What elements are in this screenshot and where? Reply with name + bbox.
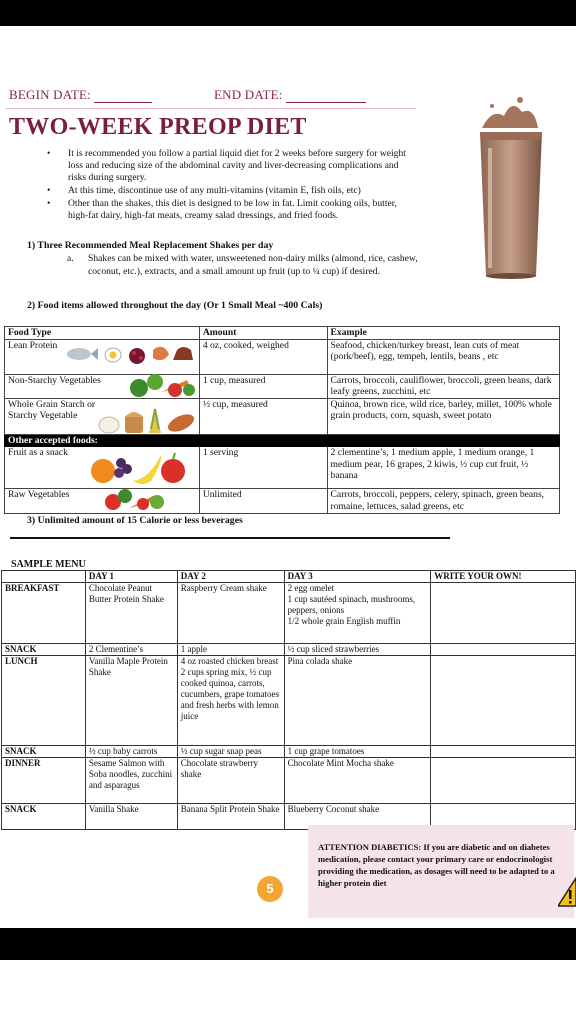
example-cell: Quinoa, brown rice, wild rice, barley, millet, 100% whole grain products, corn, squash, sweet potato: [327, 398, 559, 434]
menu-cell: 1 apple: [177, 644, 284, 656]
write-own-cell[interactable]: [431, 656, 576, 746]
food-type-cell: Fruit as a snack: [8, 447, 68, 458]
col-example: Example: [327, 327, 559, 340]
bullet-item: • It is recommended you follow a partial liquid diet for 2 weeks before surgery for weight loss and reducing size of the abdominal cavity and liver-decreasing complications and risks during surgery.: [47, 148, 417, 184]
amount-cell: 1 serving: [199, 447, 327, 489]
date-line: [9, 87, 283, 103]
menu-cell: ½ cup sugar snap peas: [177, 746, 284, 758]
table-row: [5, 374, 560, 398]
menu-cell: 2 Clementine’s: [85, 644, 177, 656]
end-date-blank[interactable]: [286, 91, 366, 103]
other-foods-header-row: [5, 434, 560, 447]
food-type-cell: Non-Starchy Vegetables: [8, 374, 101, 386]
intro-bullets: [47, 148, 417, 223]
end-date-label: END DATE:: [214, 87, 283, 102]
menu-cell: Chocolate Peanut Butter Protein Shake: [85, 583, 177, 644]
item-1a-label: a.: [67, 253, 74, 264]
table-row: [2, 758, 576, 804]
food-type-cell: Whole Grain Starch or Starchy Vegetable: [8, 398, 96, 421]
section-divider: [10, 537, 450, 539]
menu-cell: Vanilla Maple Protein Shake: [85, 656, 177, 746]
protein-foods-icon: [65, 344, 195, 366]
starch-foods-icon: [97, 407, 197, 435]
table-row: [5, 398, 560, 434]
meal-label: DINNER: [2, 758, 86, 804]
example-cell: Carrots, broccoli, peppers, celery, spinach, green beans, romaine, lettuces, salad greens, etc: [327, 489, 559, 514]
item-1a: [67, 253, 422, 278]
amount-cell: 1 cup, measured: [199, 374, 327, 398]
menu-cell: ½ cup sliced strawberries: [284, 644, 431, 656]
table-row: [5, 339, 560, 374]
meal-label: SNACK: [2, 644, 86, 656]
amount-cell: Unlimited: [199, 489, 327, 514]
menu-cell: Banana Split Protein Shake: [177, 804, 284, 830]
diabetic-notice: ATTENTION DIABETICS: If you are diabetic and on diabetes medication, please contact your primary care or endocrinologist providing the medication, as dosages will need to be adapted to a higher protein diet: [308, 825, 574, 918]
example-cell: Seafood, chicken/turkey breast, lean cuts of meat (pork/beef), egg, tempeh, lentils, beans , etc: [327, 339, 559, 374]
table-row: [2, 644, 576, 656]
bullet-item: • At this time, discontinue use of any multi-vitamins (vitamin E, fish oils, etc): [47, 185, 417, 197]
item-3-heading: 3) Unlimited amount of 15 Calorie or less beverages: [27, 515, 243, 526]
table-row: [2, 583, 576, 644]
write-own-cell[interactable]: [431, 583, 576, 644]
top-black-bar: [0, 0, 576, 26]
amount-cell: ½ cup, measured: [199, 398, 327, 434]
write-own-cell[interactable]: [431, 758, 576, 804]
food-table-header: [5, 327, 560, 340]
warning-triangle-icon: [558, 876, 576, 908]
day-2-header: DAY 2: [177, 571, 284, 583]
menu-cell: Raspberry Cream shake: [177, 583, 284, 644]
meal-label: LUNCH: [2, 656, 86, 746]
menu-cell: 1 cup grape tomatoes: [284, 746, 431, 758]
menu-cell: Blueberry Coconut shake: [284, 804, 431, 830]
raw-vegetables-icon: [103, 486, 167, 512]
menu-cell: 2 egg omelet 1 cup sautéed spinach, mushrooms, peppers, onions 1/2 whole grain English muffin: [284, 583, 431, 644]
bullet-item: • Other than the shakes, this diet is designed to be low in fat. Limit cooking oils, butter, high-fat dairy, high-fat meats, creamy salad dressings, and fried foods.: [47, 198, 417, 222]
item-1a-text: Shakes can be mixed with water, unsweetened non-dairy milks (almond, rice, cashew, coconut, etc.), extracts, and a small amount up fruit (up to ¼ cup) if desired.: [88, 253, 418, 277]
other-foods-header: Other accepted foods:: [5, 434, 560, 447]
menu-cell: Chocolate Mint Mocha shake: [284, 758, 431, 804]
col-food-type: Food Type: [5, 327, 200, 340]
item-1-heading: 1) Three Recommended Meal Replacement Shakes per day: [27, 240, 274, 251]
menu-cell: Vanilla Shake: [85, 804, 177, 830]
vegetables-icon: [127, 372, 197, 398]
menu-cell: Sesame Salmon with Soba noodles, zucchini and asparagus: [85, 758, 177, 804]
day-3-header: DAY 3: [284, 571, 431, 583]
page-number-badge: 5: [257, 876, 283, 902]
table-row: [2, 656, 576, 746]
menu-header-row: [2, 571, 576, 583]
meal-label: SNACK: [2, 746, 86, 758]
example-cell: 2 clementine’s, 1 medium apple, 1 medium orange, 1 medium pear, 16 grapes, 2 kiwis, ½ cup cut fruit, ½ banana: [327, 447, 559, 489]
sample-menu-table: [1, 570, 576, 830]
menu-cell: Pina colada shake: [284, 656, 431, 746]
table-row: [2, 746, 576, 758]
chocolate-shake-image: [462, 88, 557, 283]
write-own-cell[interactable]: [431, 644, 576, 656]
meal-label: SNACK: [2, 804, 86, 830]
page-title: TWO-WEEK PREOP DIET: [9, 114, 307, 140]
food-items-table: [4, 326, 560, 514]
item-2-heading: 2) Food items allowed throughout the day (Or 1 Small Meal ~400 Cals): [27, 300, 323, 311]
bottom-black-bar: [0, 928, 576, 960]
begin-date-blank[interactable]: [94, 91, 152, 103]
header-rule: [6, 108, 416, 109]
table-row: [5, 489, 560, 514]
sample-menu-title: SAMPLE MENU: [11, 559, 86, 570]
example-cell: Carrots, broccoli, cauliflower, broccoli, green beans, dark leafy greens, zucchini, etc: [327, 374, 559, 398]
food-type-cell: Raw Vegetables: [8, 489, 70, 500]
fruit-icon: [89, 449, 189, 487]
amount-cell: 4 oz, cooked, weighed: [199, 339, 327, 374]
begin-date-label: BEGIN DATE:: [9, 87, 91, 102]
menu-cell: ½ cup baby carrots: [85, 746, 177, 758]
write-your-own-header: WRITE YOUR OWN!: [431, 571, 576, 583]
day-1-header: DAY 1: [85, 571, 177, 583]
col-amount: Amount: [199, 327, 327, 340]
table-row: [5, 447, 560, 489]
food-type-cell: Lean Protein: [8, 339, 58, 351]
meal-label: BREAKFAST: [2, 583, 86, 644]
menu-cell: 4 oz roasted chicken breast 2 cups spring mix, ½ cup cooked quinoa, carrots, cucumbers, grape tomatoes and fresh herbs with lemon juice: [177, 656, 284, 746]
menu-cell: Chocolate strawberry shake: [177, 758, 284, 804]
write-own-cell[interactable]: [431, 746, 576, 758]
